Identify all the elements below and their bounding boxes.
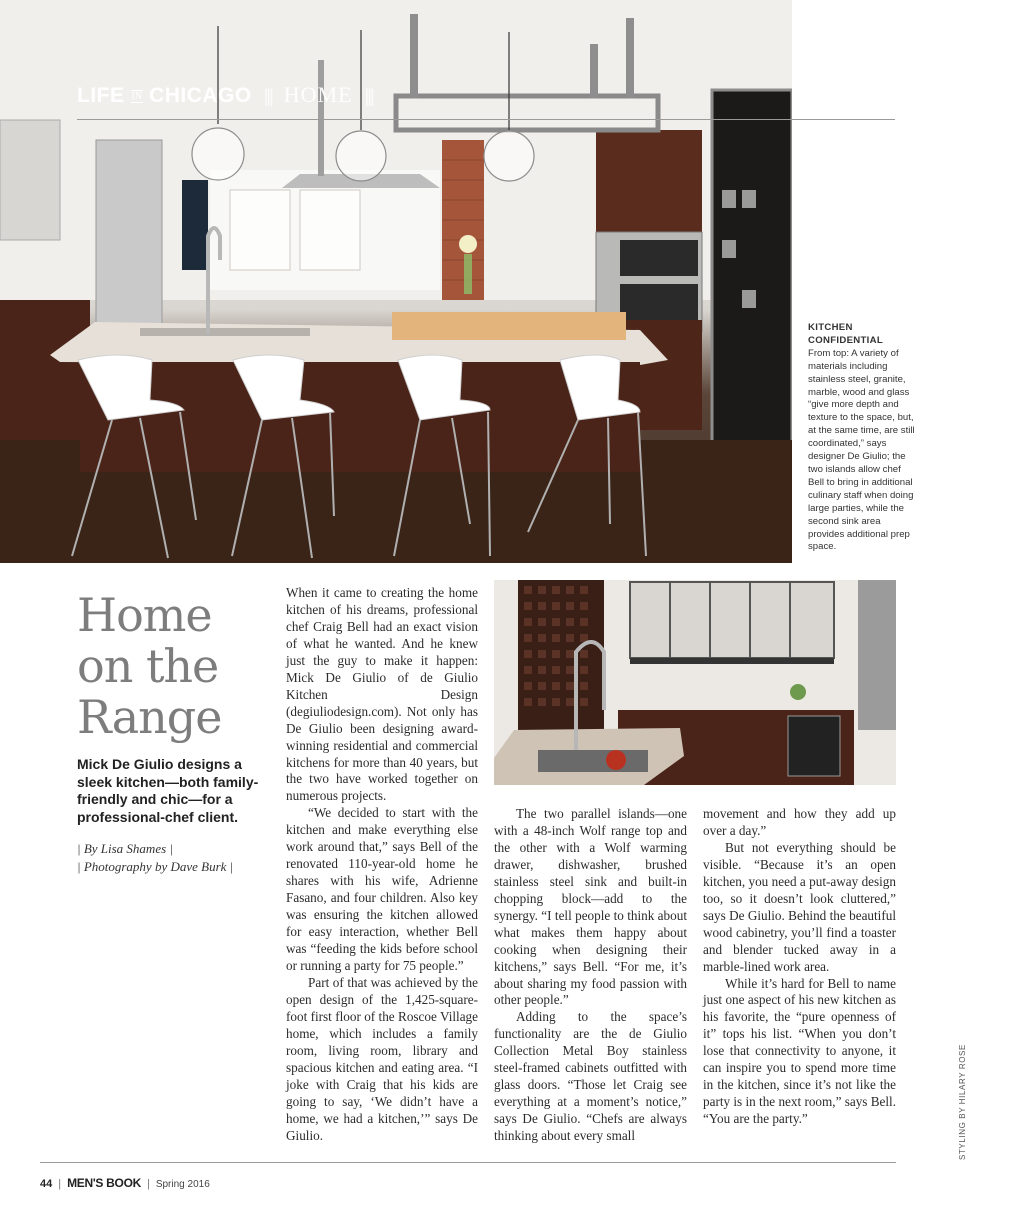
photo-caption [808, 322, 918, 554]
headline-line1: Home [77, 588, 212, 642]
issue-date: Spring 2016 [155, 1179, 210, 1190]
article-column-1 [286, 585, 478, 1144]
byline [77, 840, 277, 876]
byline-photographer: | Photography by Dave Burk | [77, 859, 234, 874]
page-number: 44 [40, 1178, 53, 1190]
byline-author: | By Lisa Shames | [77, 841, 173, 856]
article-column-2 [494, 806, 687, 1145]
styling-credit: STYLING BY HILARY ROSE [958, 1044, 967, 1160]
headline-line3: Range [77, 690, 222, 744]
paragraph-1: When it came to creating the home kitchen of his dreams, professional chef Craig Bell had an exact vision of what he wanted. And he knew just the guy to make it happen: Mick De Giulio of de Giulio Kitchen Design (degiuliodesign.com). Not only has De Giulio been designing award-winning residential and commercial kitchens for more than 40 years, but the two have worked together on numerous projects. [286, 585, 478, 804]
section-header [77, 82, 379, 108]
footer-separator-2: | [146, 1178, 150, 1190]
article-column-3 [703, 806, 896, 1128]
section-in: IN [131, 91, 143, 102]
paragraph-2: “We decided to start with the kitchen and make everything else work around that,” says Bell of the renovated 110-year-old home he shares with his wife, Adrienne Fasano, and four children. Also key was ensuring the kitchen allowed for easy interaction, whether Bell was “feeding the kids before school or running a party for 75 people.” [286, 805, 478, 973]
hero-kitchen-photo [0, 0, 792, 563]
page-footer [40, 1176, 210, 1190]
second-kitchen-illustration [494, 580, 896, 785]
section-chicago: CHICAGO [149, 84, 252, 107]
section-life: LIFE [77, 84, 125, 107]
paragraph-5-continued: movement and how they add up over a day.” [703, 806, 896, 838]
article-headline [77, 590, 277, 743]
paragraph-3: Part of that was achieved by the open design of the 1,425-square-foot first floor of the Roscoe Village home, which includes a family room, living room, library and spacious kitchen and eating area. “I joke with Craig that his kids are going to say, ‘We didn’t have a home, we had a kitchen,’” says De Giulio. [286, 974, 478, 1143]
section-separator: ||| [263, 86, 272, 106]
section-home: HOME [283, 82, 353, 107]
footer-rule [40, 1162, 896, 1163]
paragraph-7: While it’s hard for Bell to name just one aspect of his new kitchen as his favorite, the “pure openness of it” tops his list. “When you don’t lose that connectivity to anyone, it can inspire you to spend more time in the kitchen, since it’s not like the party is in the next room,” says Bell. “You are the party.” [703, 975, 897, 1127]
paragraph-5: Adding to the space’s functionality are the de Giulio Collection Metal Boy stainless steel-framed cabinets outfitted with glass doors. “Those let Craig see everything at a moment’s notice,” says De Giulio. “Chefs are always thinking about every small [494, 1009, 687, 1144]
article-dek: Mick De Giulio designs a sleek kitchen—both family-friendly and chic—for a professional-chef client. [77, 756, 259, 825]
paragraph-4: The two parallel islands—one with a 48-inch Wolf range top and the other with a Wolf warming drawer, dishwasher, brushed stainless steel sink and built-in chopping block—add to the synergy. “I tell people to think about what makes them happy about cooking when designing their kitchens,” says Bell. “For me, it’s about sharing my food passion with other people.” [494, 806, 687, 1008]
headline-line2: on the [77, 639, 219, 693]
second-kitchen-photo [494, 580, 896, 785]
footer-separator-1: | [58, 1178, 62, 1190]
paragraph-6: But not everything should be visible. “Because it’s an open kitchen, you need a put-away design too, so it doesn’t look cluttered,” says De Giulio. Behind the beautiful wood cabinetry, you’ll find a toaster and blender tucked away in a marble-lined work area. [703, 839, 896, 974]
section-separator-end: ||| [364, 86, 373, 106]
caption-title-line2: CONFIDENTIAL [808, 334, 884, 346]
magazine-name: MEN'S BOOK [67, 1176, 141, 1190]
caption-text: From top: A variety of materials including stainless steel, granite, marble, wood and glass “give more depth and texture to the space, but, at the same time, are still coordinated,” says designer De Giulio; the two islands allow chef Bell to bring in additional culinary staff when doing large parties, while the second sink area provides additional prep space. [808, 347, 915, 553]
caption-title-line1: KITCHEN [808, 322, 853, 333]
header-rule [77, 119, 895, 120]
